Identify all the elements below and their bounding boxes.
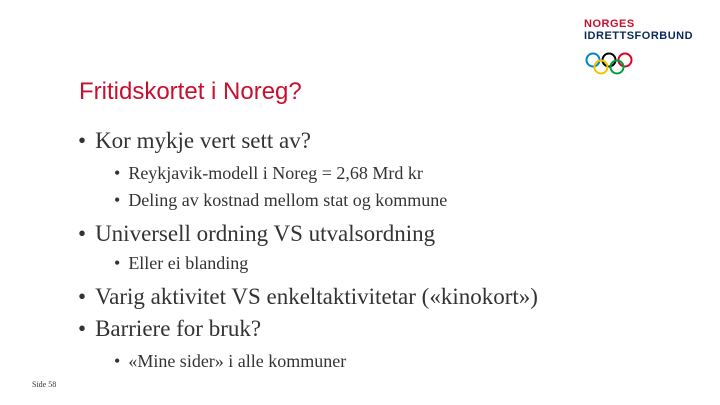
bullet-dot-icon: •: [78, 221, 87, 246]
bullet-text: Barriere for bruk?: [95, 316, 262, 341]
bullet-text: Varig aktivitet VS enkeltaktivitetar («kinokort»): [95, 284, 538, 309]
bullet-level1: [78, 128, 311, 154]
bullet-level2: [114, 163, 423, 184]
bullet-dot-icon: •: [78, 128, 87, 153]
slide-number: Side 58: [32, 380, 57, 389]
bullet-level2: [114, 253, 248, 274]
bullet-text: «Mine sider» i alle kommuner: [128, 351, 347, 371]
bullet-dot-icon: •: [114, 190, 121, 210]
bullet-text: Universell ordning VS utvalsordning: [95, 221, 436, 246]
bullet-text: Reykjavik-modell i Noreg = 2,68 Mrd kr: [128, 163, 423, 183]
bullet-dot-icon: •: [114, 253, 121, 273]
bullet-dot-icon: •: [114, 351, 121, 371]
bullet-level2: [114, 190, 447, 211]
bullet-dot-icon: •: [114, 163, 121, 183]
bullet-level2: [114, 351, 346, 372]
bullet-dot-icon: •: [78, 316, 87, 341]
bullet-text: Eller ei blanding: [128, 253, 249, 273]
logo-line-2: IDRETTSFORBUND: [584, 30, 694, 42]
bullet-dot-icon: •: [78, 284, 87, 309]
bullet-level1: [78, 316, 261, 342]
bullet-text: Deling av kostnad mellom stat og kommune: [128, 190, 448, 210]
logo-line-1: NORGES: [584, 18, 635, 30]
bullet-text: Kor mykje vert sett av?: [95, 128, 311, 153]
slide-title: Fritidskortet i Noreg?: [79, 78, 302, 105]
norges-idrettsforbund-logo: [584, 18, 702, 80]
olympic-rings-icon: [585, 52, 635, 76]
bullet-level1: [78, 284, 538, 310]
bullet-level1: [78, 221, 435, 247]
